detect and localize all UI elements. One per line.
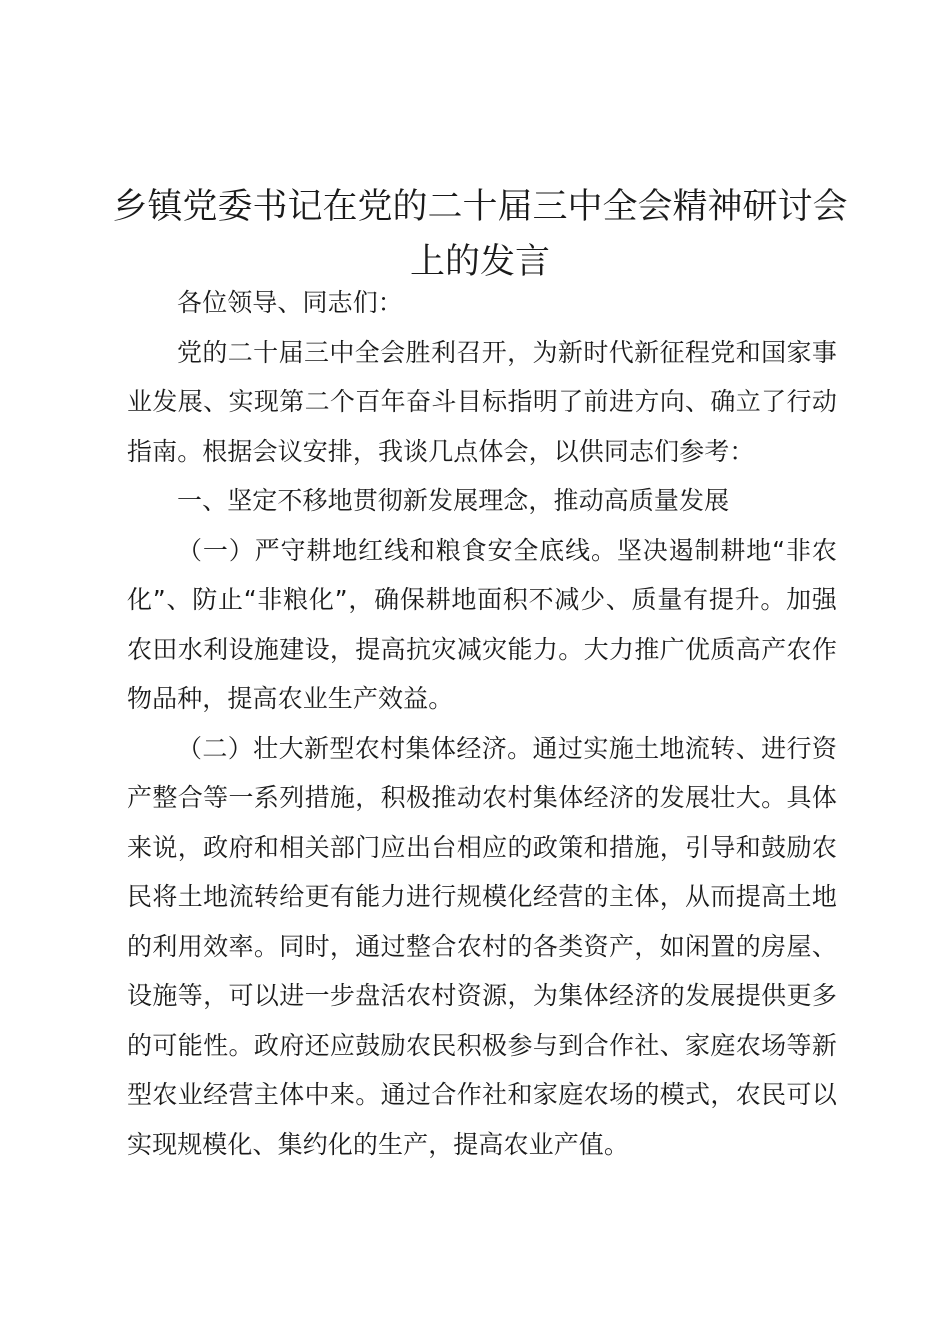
document-body <box>127 278 837 1169</box>
document-title: 乡镇党委书记在党的二十届三中全会精神研讨会上的发言 <box>112 187 848 282</box>
subsection-paragraph-2: （二）壮大新型农村集体经济。通过实施土地流转、进行资产整合等一系列措施，积极推动农村集体经济的发展壮大。具体来说，政府和相关部门应出台相应的政策和措施，引导和鼓励农民将土地流转给更有能力进行规模化经营的主体，从而提高土地的利用效率。同时，通过整合农村的各类资产，如闲置的房屋、设施等，可以进一步盘活农村资源，为集体经济的发展提供更多的可能性。政府还应鼓励农民积极参与到合作社、家庭农场等新型农业经营主体中来。通过合作社和家庭农场的模式，农民可以实现规模化、集约化的生产，提高农业产值。 <box>127 733 837 1159</box>
intro-paragraph: 党的二十届三中全会胜利召开，为新时代新征程党和国家事业发展、实现第二个百年奋斗目标指明了前进方向、确立了行动指南。根据会议安排，我谈几点体会，以供同志们参考： <box>127 337 837 466</box>
salutation: 各位领导、同志们： <box>177 288 403 317</box>
section-heading-1: 一、坚定不移地贯彻新发展理念，推动高质量发展 <box>177 486 730 515</box>
subsection-paragraph-1: （一）严守耕地红线和粮食安全底线。坚决遏制耕地“非农化”、防止“非粮化”，确保耕地面积不减少、质量有提升。加强农田水利设施建设，提高抗灾减灾能力。大力推广优质高产农作物品种，提高农业生产效益。 <box>127 535 837 713</box>
